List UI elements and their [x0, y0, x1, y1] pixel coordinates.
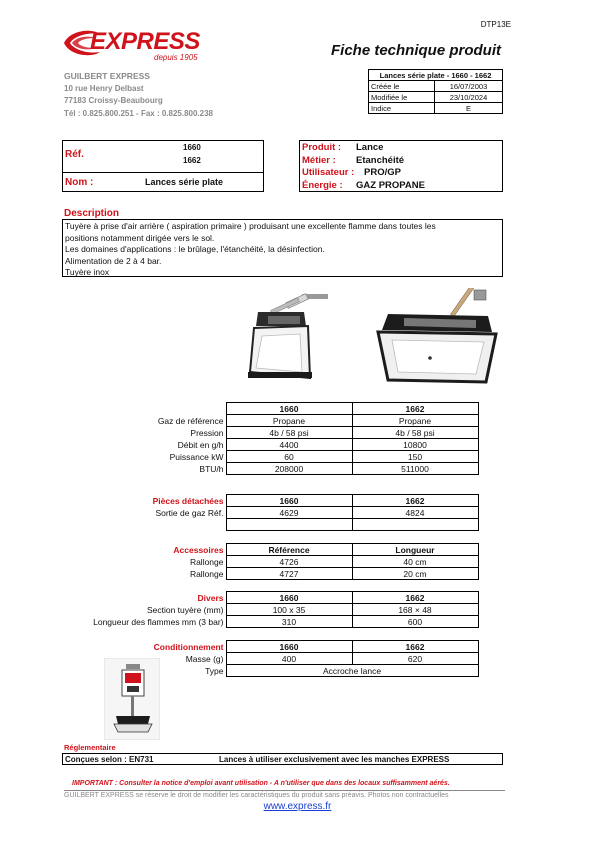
masse-value-1660: 400: [226, 653, 352, 665]
description-box: [62, 219, 503, 277]
utilisateur-value: PRO/GP: [364, 167, 401, 178]
pieces-label: Sortie de gaz Réf.: [155, 507, 224, 518]
conditionnement-header-1660: 1660: [226, 641, 352, 653]
spec-label: BTU/h: [199, 463, 224, 474]
website-link[interactable]: www.express.fr: [263, 801, 332, 812]
pieces-title: Pièces détachées: [152, 495, 224, 506]
ref-value-1660: 1660: [183, 143, 201, 152]
meta-row: [369, 81, 503, 92]
name-value: Lances série plate: [145, 177, 224, 187]
ref-label: Réf.: [65, 149, 84, 160]
product-label: Produit :: [302, 142, 342, 153]
spec-row: [60, 427, 478, 439]
meta-value: 16/07/2003: [434, 81, 502, 92]
masse-label: Masse (g): [185, 653, 224, 664]
accessoires-value: 4726: [226, 556, 352, 568]
accessoires-row: [60, 568, 478, 580]
specs-table: [60, 402, 479, 475]
conditionnement-header-1662: 1662: [352, 641, 478, 653]
energie-label: Énergie :: [302, 179, 343, 191]
spec-value: Propane: [226, 415, 352, 427]
spec-label: Pression: [190, 427, 224, 438]
reglementaire-title: Réglementaire: [64, 743, 116, 752]
reglementaire-label: Conçues selon : EN731: [65, 755, 154, 764]
important-notice: IMPORTANT : Consulter la notice d'emploi avant utilisation - A n'utiliser que dans des locaux suffisamment aérés.: [72, 780, 450, 787]
express-logo: [62, 24, 212, 64]
type-label: Type: [205, 665, 224, 676]
description-line: Alimentation de 2 à 4 bar.: [65, 255, 162, 266]
spec-value: 4b / 58 psi: [352, 427, 478, 439]
ref-value-1662: 1662: [183, 156, 201, 165]
utilisateur-label: Utilisateur :: [302, 167, 355, 178]
meta-label: Modifiée le: [369, 92, 435, 103]
accessoires-header-ref: Référence: [226, 544, 352, 556]
divers-row: [60, 604, 478, 616]
masse-value-1662: 620: [352, 653, 478, 665]
description-title: Description: [64, 208, 120, 219]
meta-row: [369, 103, 503, 114]
packaging-image: [104, 658, 160, 740]
conditionnement-title: Conditionnement: [153, 641, 224, 652]
spec-header-1660: 1660: [226, 403, 352, 415]
spec-header-1662: 1662: [352, 403, 478, 415]
spec-row: [60, 439, 478, 451]
divers-header-1660: 1660: [226, 592, 352, 604]
divers-title: Divers: [197, 592, 224, 603]
spec-value: 10800: [352, 439, 478, 451]
energie-value: GAZ PROPANE: [356, 179, 425, 191]
pieces-row: [60, 507, 478, 519]
document-code: DTP13E: [480, 20, 511, 29]
spec-label: Débit en g/h: [177, 439, 224, 450]
logo-text: EXPRESS: [90, 28, 200, 55]
accessoires-header-length: Longueur: [352, 544, 478, 556]
pieces-header-1662: 1662: [352, 495, 478, 507]
meta-row: [369, 92, 503, 103]
description-line: Les domaines d'applications : le brûlage, l'étanchéité, la désinfection.: [65, 244, 325, 254]
spec-value: 60: [226, 451, 352, 463]
accessoires-row: [60, 556, 478, 568]
pieces-table: [60, 494, 479, 531]
product-value: Lance: [356, 142, 384, 153]
spec-value: 208000: [226, 463, 352, 475]
meta-table: [368, 69, 503, 114]
company-address-2: 77183 Croissy-Beaubourg: [64, 96, 163, 105]
metier-label: Métier :: [302, 154, 336, 166]
company-block: [64, 70, 213, 120]
logo-subtitle: depuis 1905: [154, 53, 198, 62]
accessoires-value: 20 cm: [352, 568, 478, 580]
divers-value: 600: [352, 616, 478, 628]
accessoires-value: 4727: [226, 568, 352, 580]
description-line: Tuyère inox: [65, 267, 110, 277]
divers-label: Section tuyère (mm): [146, 604, 224, 615]
pieces-value: 4629: [226, 507, 352, 519]
page-title: Fiche technique produit: [330, 42, 501, 59]
description-line: positions notamment dirigée vers le sol.: [65, 232, 215, 243]
meta-heading: Lances série plate - 1660 - 1662: [369, 70, 503, 81]
divers-header-1662: 1662: [352, 592, 478, 604]
accessoires-value: 40 cm: [352, 556, 478, 568]
type-value: Accroche lance: [226, 665, 478, 677]
spec-row: [60, 451, 478, 463]
product-image-1660: [240, 288, 340, 388]
spec-value: 511000: [352, 463, 478, 475]
spec-value: 4400: [226, 439, 352, 451]
meta-value: E: [434, 103, 502, 114]
meta-value: 23/10/2024: [434, 92, 502, 103]
accessoires-label: Rallonge: [189, 568, 224, 579]
pieces-value: 4824: [352, 507, 478, 519]
company-name: GUILBERT EXPRESS: [64, 71, 150, 81]
metier-value: Etanchéité: [356, 154, 405, 166]
accessoires-title: Accessoires: [173, 544, 224, 555]
company-phone: Tél : 0.825.800.251 - Fax : 0.825.800.238: [64, 108, 213, 118]
spec-value: Propane: [352, 415, 478, 427]
reference-box: [62, 140, 264, 192]
spec-row: [60, 463, 478, 475]
spec-label: Puissance kW: [169, 451, 224, 462]
meta-label: Indice: [369, 103, 435, 114]
product-image-1662: [368, 288, 508, 388]
pieces-header-1660: 1660: [226, 495, 352, 507]
description-line: Tuyère à prise d'air arrière ( aspiration primaire ) produisant une excellente flamme dans toutes les: [65, 221, 436, 231]
meta-label: Créée le: [369, 81, 435, 92]
name-label: Nom :: [65, 177, 94, 188]
reglementaire-box: [62, 753, 503, 765]
accessoires-table: [60, 543, 479, 580]
divers-value: 100 x 35: [226, 604, 352, 616]
product-info: [302, 142, 425, 192]
company-address-1: 10 rue Henry Delbast: [64, 83, 144, 93]
disclaimer: GUILBERT EXPRESS se réserve le droit de modifier les caractéristiques du produit sans préavis. Photos non contractuelles: [64, 792, 449, 799]
spec-label: Gaz de référence: [157, 415, 224, 426]
divers-row: [60, 616, 478, 628]
pieces-row-empty: [60, 519, 478, 531]
divers-table: [60, 591, 479, 628]
accessoires-label: Rallonge: [189, 556, 224, 567]
spec-value: 150: [352, 451, 478, 463]
spec-value: 4b / 58 psi: [226, 427, 352, 439]
reglementaire-text: Lances à utiliser exclusivement avec les manches EXPRESS: [219, 755, 450, 764]
footer-divider: [64, 790, 505, 791]
divers-value: 168 × 48: [352, 604, 478, 616]
spec-row: [60, 415, 478, 427]
divers-label: Longueur des flammes mm (3 bar): [93, 616, 224, 627]
product-box: [299, 140, 503, 192]
divers-value: 310: [226, 616, 352, 628]
